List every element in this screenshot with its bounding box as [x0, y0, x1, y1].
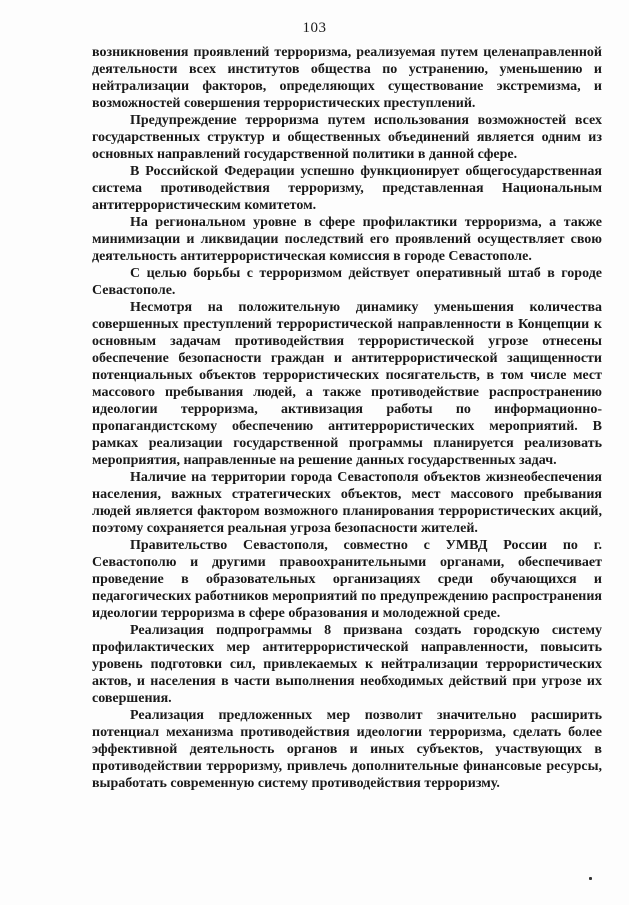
- paragraph: Предупреждение терроризма путем использования возможностей всех государственных структур и общественных объединений является одним из основных направлений государственной политики в данной сфере.: [92, 113, 602, 162]
- paragraph: Реализация подпрограммы 8 призвана создать городскую систему профилактических мер антитеррористической направленности, повысить уровень подготовки сил, привлекаемых к нейтрализации террористических актов, и населения в части выполнения необходимых действий при угрозе их совершения.: [92, 623, 602, 706]
- page-number: 103: [302, 20, 327, 36]
- document-body: [92, 44, 602, 792]
- paragraph: Несмотря на положительную динамику уменьшения количества совершенных преступлений террористической направленности в Концепции к основным задачам противодействия террористической угрозе отнесены обеспечение безопасности граждан и антитеррористической защищенности потенциальных объектов террористических посягательств, в том числе мест массового пребывания людей, а также противодействие распространению идеологии терроризма, активизация работы по информационно-пропагандистскому обеспечению антитеррористических мероприятий. В рамках реализации государственной программы планируется реализовать мероприятия, направленные на решение данных государственных задач.: [92, 300, 602, 468]
- paragraph: Наличие на территории города Севастополя объектов жизнеобеспечения населения, важных стратегических объектов, мест массового пребывания людей является фактором возможного планирования террористических акций, поэтому сохраняется реальная угроза безопасности жителей.: [92, 470, 602, 536]
- paragraph: С целью борьбы с терроризмом действует оперативный штаб в городе Севастополе.: [92, 266, 602, 298]
- paragraph: На региональном уровне в сфере профилактики терроризма, а также минимизации и ликвидации последствий его проявлений осуществляет свою деятельность антитеррористическая комиссия в городе Севастополе.: [92, 215, 602, 264]
- scan-artifact-dot: [589, 877, 592, 880]
- paragraph: В Российской Федерации успешно функционирует общегосударственная система противодействия терроризму, представленная Национальным антитеррористическим комитетом.: [92, 164, 602, 213]
- paragraph: Реализация предложенных мер позволит значительно расширить потенциал механизма противодействия идеологии терроризма, сделать более эффективной деятельность органов и иных субъектов, участвующих в противодействии терроризму, привлечь дополнительные финансовые ресурсы, выработать современную систему противодействия терроризму.: [92, 708, 602, 791]
- paragraph: Правительство Севастополя, совместно с УМВД России по г. Севастополю и другими правоохранительными органами, обеспечивает проведение в образовательных организациях среди обучающихся и педагогических работников мероприятий по предупреждению распространения идеологии терроризма в сфере образования и молодежной среде.: [92, 538, 602, 621]
- paragraph-continuation: возникновения проявлений терроризма, реализуемая путем целенаправленной деятельности всех институтов общества по устранению, уменьшению и нейтрализации факторов, определяющих существование экстремизма, и возможностей совершения террористических преступлений.: [92, 45, 602, 111]
